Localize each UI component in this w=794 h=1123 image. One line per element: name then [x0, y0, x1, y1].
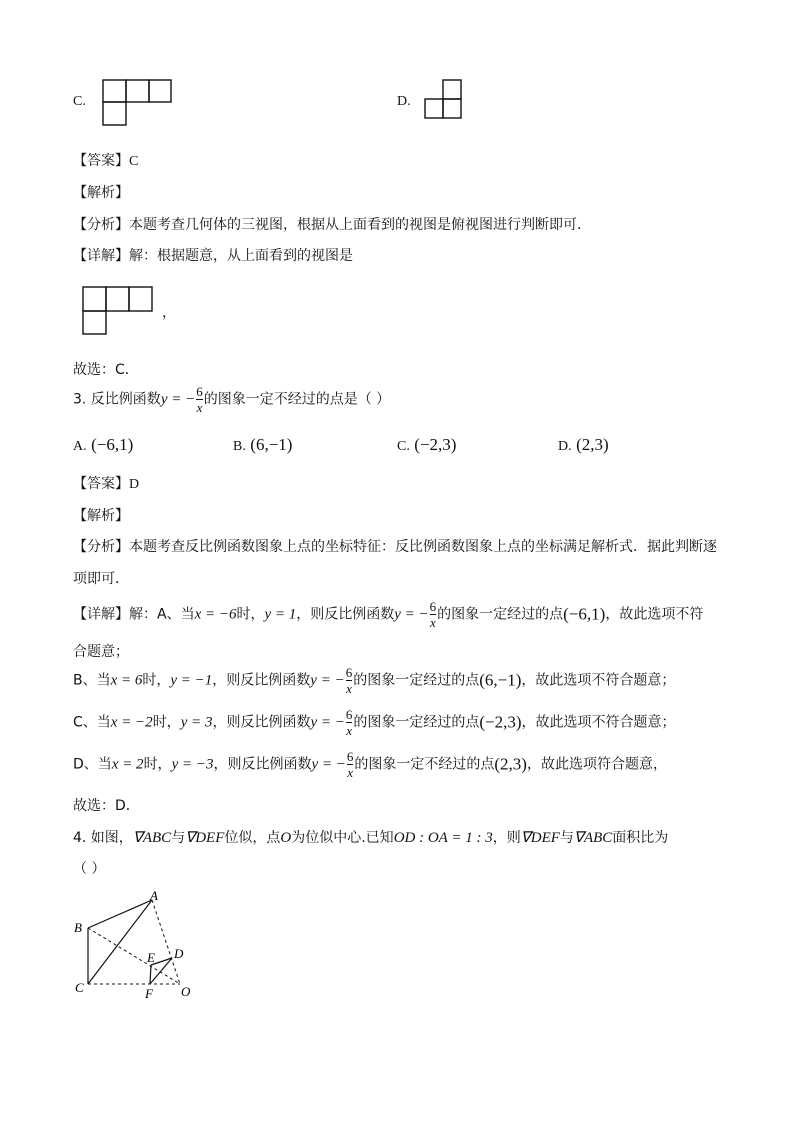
- q3-option-c: C. (−2,3): [397, 435, 457, 454]
- segment-ab: [88, 900, 152, 928]
- label-d: D: [174, 946, 184, 961]
- answer-value: D: [129, 477, 140, 492]
- fenxi-tag: 【分析】: [73, 217, 129, 233]
- q3-detail-a-cont: 合题意；: [73, 644, 129, 660]
- q3-fenxi-line2: 项即可．: [73, 571, 129, 587]
- q3-fenxi-line1: [73, 536, 717, 556]
- option-point: (−6,1): [91, 435, 134, 454]
- q3-conclusion: 故选：D．: [73, 798, 140, 814]
- q3-stem: [73, 385, 390, 414]
- q2-answer-line: [73, 150, 138, 170]
- detail-text: 解：根据题意，从上面看到的视图是: [129, 248, 353, 264]
- top-view-comma: ，: [162, 305, 176, 321]
- q3-stem-suffix: 的图象一定不经过的点是（ ）: [203, 391, 391, 408]
- q4-stem-line1: 4. 如图，∇ABC与∇DEF位似，点O为位似中心.已知OD : OA = 1 : 3，则∇DEF与∇ABC面积比为: [73, 830, 669, 846]
- option-d-label: D.: [397, 94, 411, 109]
- q3-fraction: $\frac{6}{x}$: [196, 384, 203, 415]
- option-point: (−2,3): [414, 435, 457, 454]
- label-e: E: [147, 950, 155, 965]
- detail-tag: 【详解】: [73, 248, 129, 264]
- label-f: F: [145, 986, 153, 1001]
- option-c-figure: [100, 78, 174, 128]
- fenxi-text: 本题考查几何体的三视图，根据从上面看到的视图是俯视图进行判断即可．: [129, 217, 591, 233]
- answer-tag: 【答案】: [73, 153, 129, 169]
- segment-ef: [150, 965, 151, 984]
- option-point: (2,3): [576, 435, 609, 454]
- option-c-label: C.: [73, 94, 86, 109]
- q2-detail-line: [73, 245, 353, 265]
- q3-answer-line: [73, 473, 139, 493]
- label-o: O: [181, 984, 191, 999]
- q3-func-lhs: y = −: [160, 391, 196, 408]
- option-point: (6,−1): [250, 435, 293, 454]
- dashed-ao: [152, 900, 180, 984]
- label-c: C: [75, 980, 84, 995]
- answer-tag: 【答案】: [73, 476, 129, 492]
- q3-detail-d: D、当x = 2时，y = −3，则反比例函数y = − $\frac{6}{x}$ 的图象一定不经过的点(2,3)，故此选项符合题意，: [73, 749, 667, 780]
- label-b: B: [74, 920, 82, 935]
- dashed-bo: [88, 928, 180, 984]
- q3-stem-prefix: 3. 反比例函数: [73, 391, 161, 408]
- option-d-figure: [422, 78, 464, 122]
- q2-analysis-tag: 【解析】: [73, 185, 129, 201]
- q2-conclusion: 故选：C．: [73, 362, 139, 378]
- top-view-figure: [80, 284, 154, 336]
- q4-homothety-figure: [70, 888, 200, 1003]
- q3-detail-b: B、当x = 6时，y = −1，则反比例函数y = − $\frac{6}{x}$ 的图象一定经过的点(6,−1)，故此选项不符合题意；: [73, 665, 676, 696]
- fenxi-text: 本题考查反比例函数图象上点的坐标特征：反比例函数图象上点的坐标满足解析式．据此判断逐: [129, 539, 717, 555]
- fenxi-tag: 【分析】: [73, 539, 129, 555]
- q3-option-b: B. (6,−1): [233, 435, 293, 454]
- q3-analysis-tag: 【解析】: [73, 508, 129, 524]
- q2-fenxi-line: [73, 214, 591, 234]
- q3-option-a: A. (−6,1): [73, 435, 134, 454]
- answer-value: C: [129, 154, 139, 169]
- q3-option-d: D. (2,3): [558, 435, 609, 454]
- q3-detail-a: 【详解】解：A、当x = −6时，y = 1，则反比例函数y = − $\frac{6}{x}$ 的图象一定经过的点(−6,1)，故此选项不符: [73, 599, 704, 630]
- q4-stem-line2: （ ）: [73, 861, 106, 877]
- q3-detail-c: C、当x = −2时，y = 3，则反比例函数y = − $\frac{6}{x}$ 的图象一定经过的点(−2,3)，故此选项不符合题意；: [73, 707, 676, 738]
- label-a: A: [150, 888, 158, 903]
- segment-ca: [88, 900, 152, 984]
